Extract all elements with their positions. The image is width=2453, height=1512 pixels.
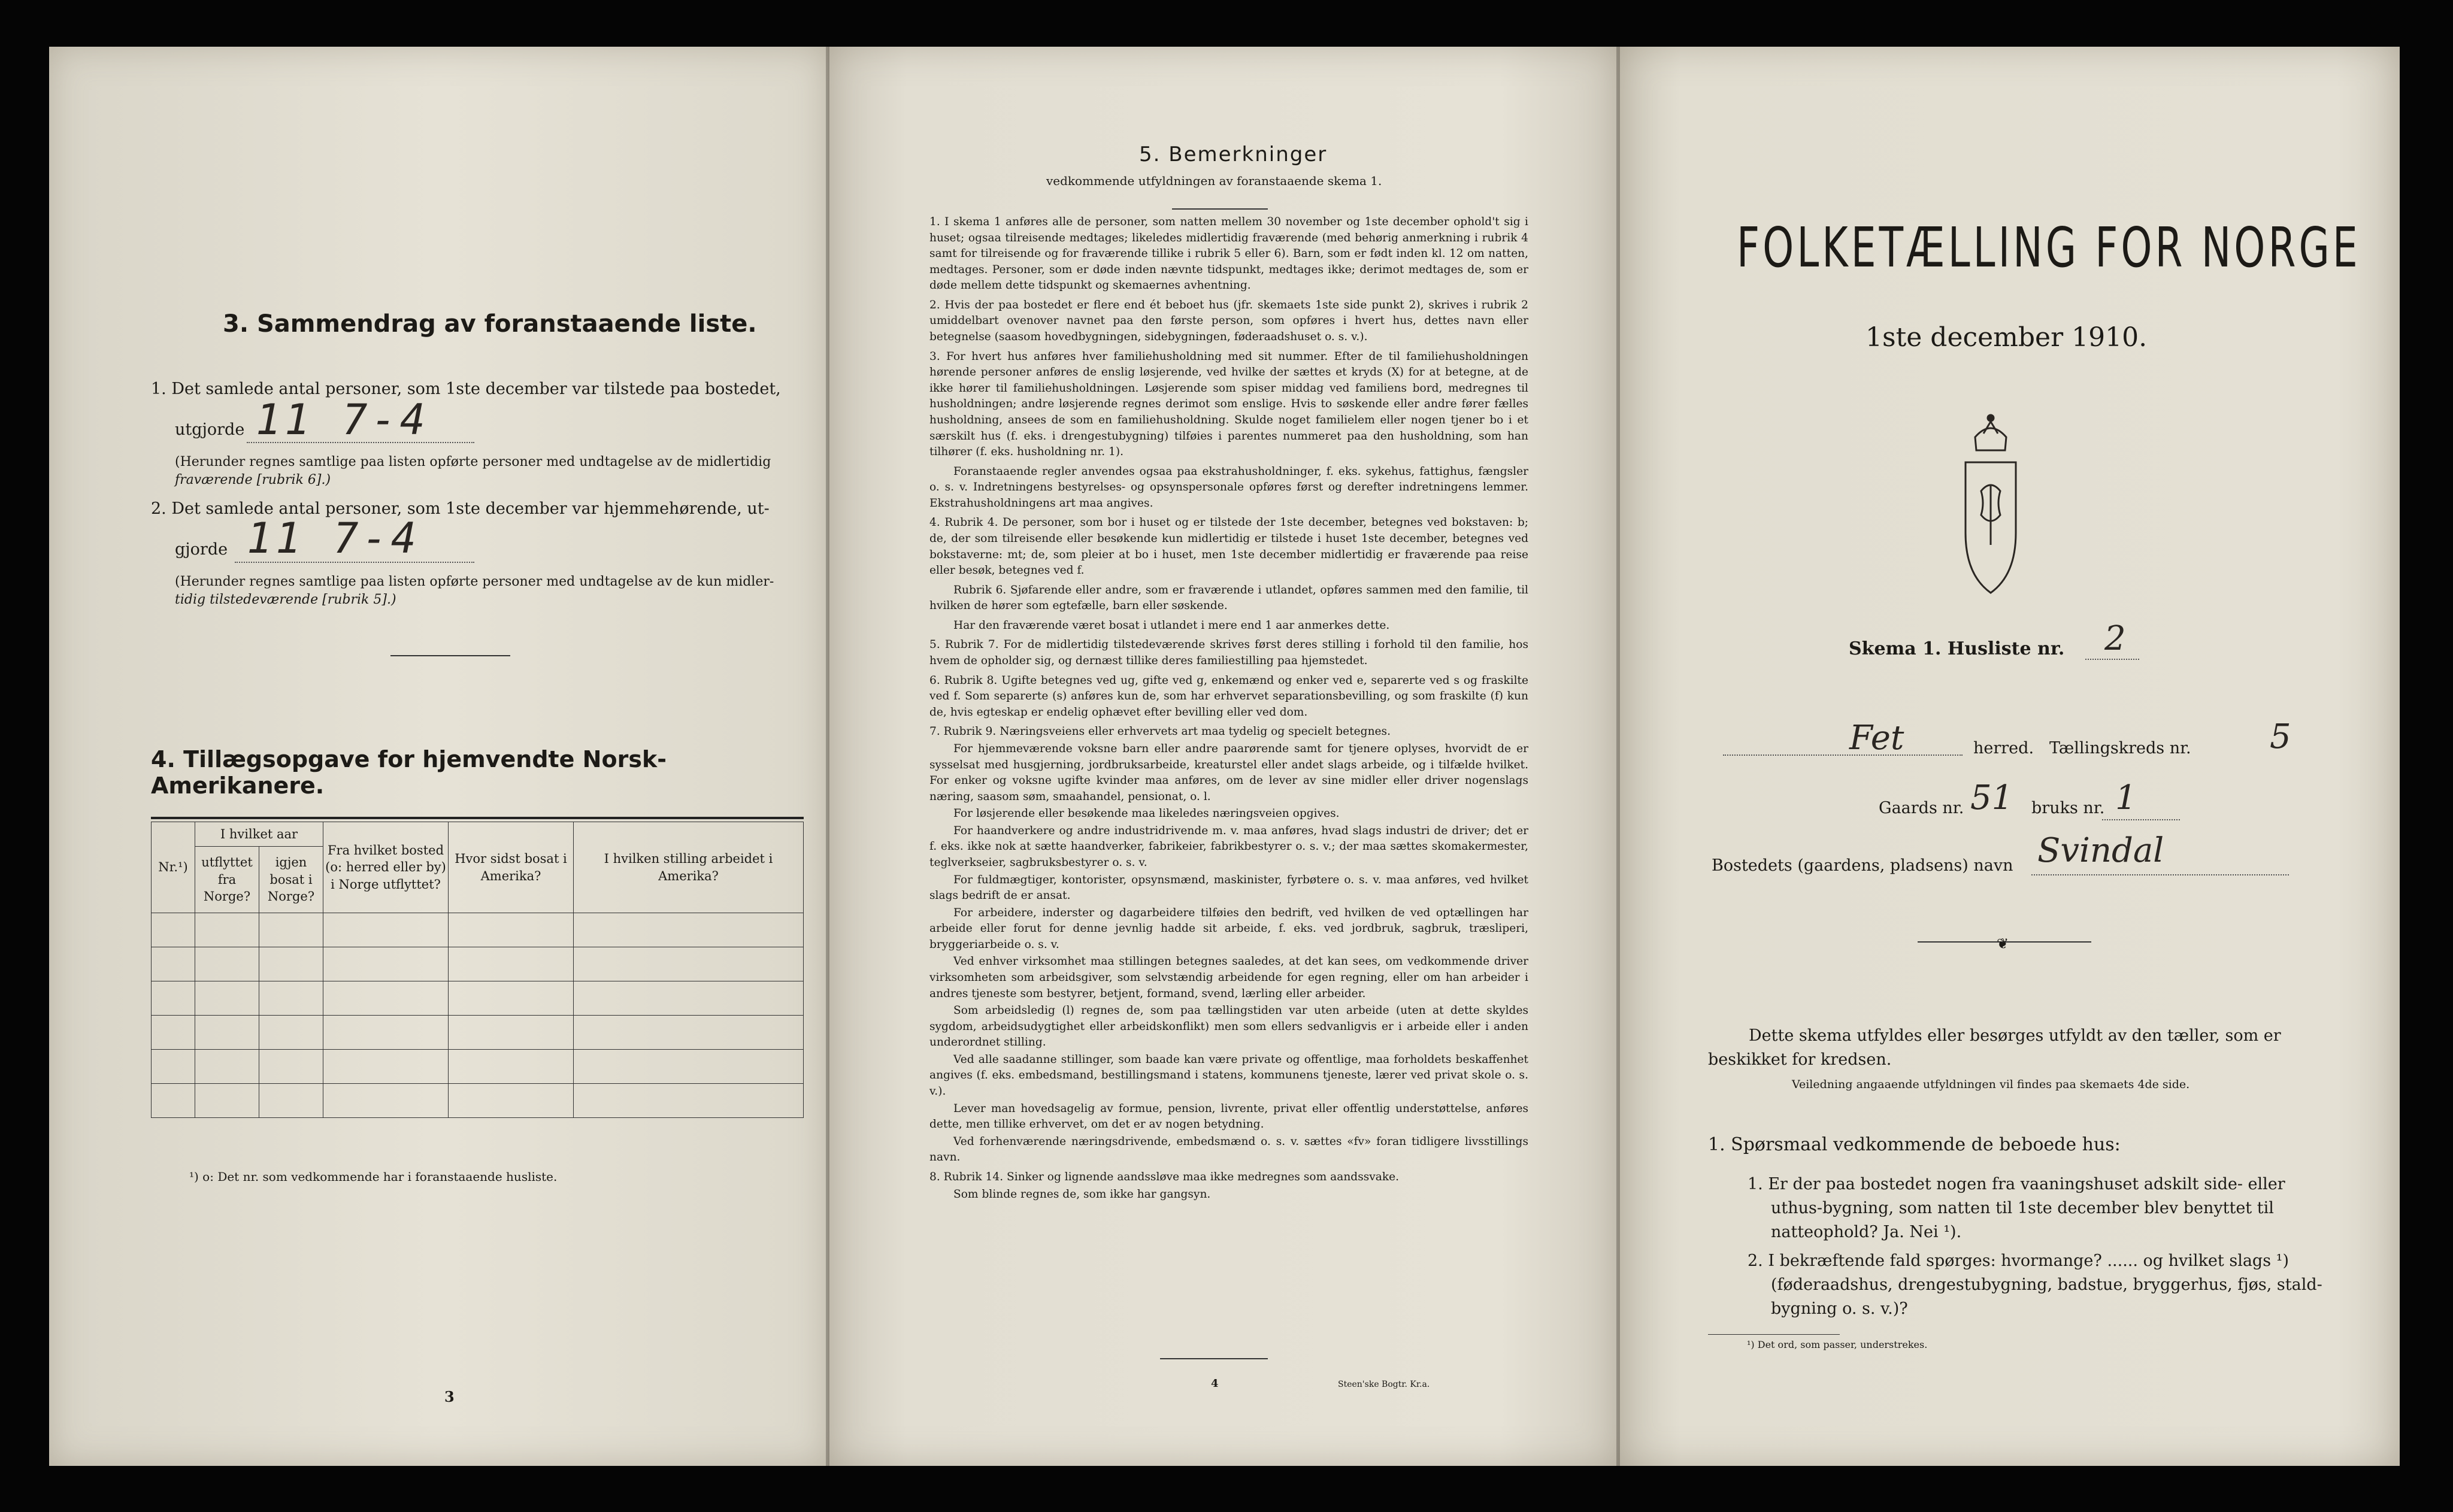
paragraph: Foranstaaende regler anvendes ogsaa paa ekstrahusholdninger, f. eks. sykehus, fattighus, fængsler o. s. v. Indretningens bestyrelses- og opsynspersonale opføres først og derefter indretningens lemmer. Ekstrahusholdningens art maa angives.: [929, 465, 1528, 510]
heading-rule: [1172, 208, 1268, 210]
paragraph: Ved enhver virksomhet maa stillingen betegnes saaledes, at det kan sees, om vedkommende driver virksomheten som arbeidsgiver, som selvstændig arbeidende for egen regning, eller om han arbeider i andres tjeneste som bestyrer, betjent, formand, svend, lærling eller arbeider.: [929, 955, 1528, 1000]
q1-line-1: 1. Er der paa bostedet nogen fra vaaningshuset adskilt side- eller: [1748, 1175, 2285, 1193]
paragraph: 5. Rubrik 7. For de midlertidig tilstedeværende skrives først deres stilling i forhold til den familie, hos hvem de opholder sig, og dernæst tillike deres familiestilling paa hjemstedet.: [929, 638, 1528, 668]
paragraph: Som blinde regnes de, som ikke har gangsyn.: [953, 1187, 1211, 1201]
item1-text: 1. Det samlede antal personer, som 1ste december var tilstede paa bostedet,: [151, 380, 781, 398]
page-1: [1618, 47, 2400, 1466]
bemerkninger-subheading: vedkommende utfyldningen av foranstaaende skema 1.: [1046, 174, 1382, 188]
paragraph: Lever man hovedsagelig av formue, pension, livrente, privat eller offentlig understøttelse, anføres dette, men tillike erhvervet, om det er av nogen betydning.: [929, 1102, 1528, 1131]
husliste-dotline: [2085, 659, 2139, 660]
paragraph: Rubrik 6. Sjøfarende eller andre, som er fraværende i utlandet, opføres sammen med den familie, til hvilken de hører som egtefælle, barn eller søskende.: [929, 583, 1528, 613]
herred-dotline: [1723, 755, 1963, 756]
col-group-aar: I hvilket aar: [195, 822, 323, 847]
fold-right: [1616, 47, 1620, 1466]
paragraph: For fuldmægtiger, kontorister, opsynsmænd, maskinister, fyrbøtere o. s. v. maa anføres, ved hvilket slags bedrift de er ansat.: [929, 873, 1528, 902]
paragraph: Ved alle saadanne stillinger, som baade kan være private og offentlige, maa forholdets beskaffenhet angives (f. eks. embedsmand, bestillingsmand i statens, kommunens tjeneste, lærer ved privat skole o. s. v.).: [929, 1053, 1528, 1098]
table-row: [152, 1050, 804, 1084]
summary-heading: 3. Sammendrag av foranstaaende liste.: [223, 310, 757, 338]
paragraph: 7. Rubrik 9. Næringsveiens eller erhvervets art maa tydelig og specielt betegnes.: [929, 725, 1391, 738]
paragraph: Har den fraværende været bosat i utlandet i mere end 1 aar anmerkes dette.: [953, 619, 1390, 632]
footer-rule: [1160, 1358, 1268, 1359]
q2-line-1: 2. I bekræftende fald spørges: hvormange? ...... og hvilket slags ¹): [1748, 1252, 2290, 1270]
col-nr: Nr.¹): [152, 822, 195, 913]
item1-prefix: utgjorde: [175, 420, 245, 439]
paragraph: For hjemmeværende voksne barn eller andre paarørende samt for tjenere oplyses, hvorvidt de er sysselsat med husgjerning, jordbruksarbeide, kreaturstel eller andet slags arbeide, og i tilfælde hvilket. For enker og voksne ugifte kvinder maa anføres, om de lever av sine midler eller driver nogenslags næring, saasom søm, smaahandel, pensionat, o. l.: [929, 742, 1528, 803]
col-igjen-bosat: igjen bosat i Norge?: [259, 847, 323, 913]
bruks-value: 1: [2115, 778, 2137, 817]
page-number-3: 3: [444, 1388, 455, 1405]
col-sidst-bosat: Hvor sidst bosat i Amerika?: [449, 822, 574, 913]
col-stilling: I hvilken stilling arbeidet i Amerika?: [574, 822, 804, 913]
bruks-label: bruks nr.: [2031, 799, 2105, 817]
item2-prefix: gjorde: [175, 540, 228, 559]
paragraph: Ved forhenværende næringsdrivende, embedsmænd o. s. v. sættes «fv» foran tidligere livsstillings navn.: [929, 1135, 1528, 1164]
herred-value: Fet: [1849, 719, 1904, 757]
col-utflyttet: utflyttet fra Norge?: [195, 847, 259, 913]
husliste-nr: 2: [2104, 619, 2126, 658]
questions-heading: 1. Spørsmaal vedkommende de beboede hus:: [1708, 1134, 2121, 1155]
gaards-label: Gaards nr.: [1879, 799, 1964, 817]
table-row: [152, 981, 804, 1016]
bosted-label: Bostedets (gaardens, pladsens) navn: [1712, 856, 2013, 875]
paragraph: 4. Rubrik 4. De personer, som bor i huset og er tilstede der 1ste december, betegnes ved bokstaven: b; de, der som tilreisende eller besøkende kun midlertidig er tilstede i huset 1ste december, betegnes ved bokstaverne: mt; de, som pleier at bo i huset, men 1ste december midlertidig er fraværende paa reise eller besøk, betegnes ved f.: [929, 516, 1528, 577]
bemerkninger-body: [929, 214, 1528, 1206]
page-3: [49, 47, 828, 1466]
item2-note-2: tidig tilstedeværende [rubrik 5].): [175, 592, 396, 607]
norsk-amerikanere-heading: 4. Tillægsopgave for hjemvendte Norsk-Amerikanere.: [151, 746, 667, 799]
paragraph: 2. Hvis der paa bostedet er flere end ét beboet hus (jfr. skemaets 1ste side punkt 2), skrives i rubrik 2 umiddelbart ovenover navnet paa den første person, som opføres i hvert hus, dettes navn eller betegnelse (saasom hovedbygningen, sidebygningen, føderaadshuset o. s. v.).: [929, 298, 1528, 344]
ornament-icon: ❦: [1997, 935, 2009, 952]
paragraph: 3. For hvert hus anføres hver familiehusholdning med sit nummer. Efter de til familiehusholdningen hørende personer anføres de enslig løsjerende, ved hvilke der sættes et kryds (X) for at betegne, at de ikke hører til familiehusholdningen. Løsjerende som spiser middag ved familiens bord, medregnes til husholdningen; andre løsjerende regnes derimot som enslige. Hvis to søskende eller andre fører fælles husholdning, ansees de som en familiehusholdning. Skulde noget familielem eller nogen tjener bo i et særskilt hus (f. eks. i drengestubygning) tilføies i parentes nummeret paa den husholdning, som han tilhører (f. eks. husholdning nr. 1).: [929, 350, 1528, 459]
printer-imprint: Steen'ske Bogtr. Kr.a.: [1338, 1380, 1430, 1389]
paragraph: For arbeidere, inderster og dagarbeidere tilføies den bedrift, ved hvilken de ved optællingen har arbeide eller forut for denne jevnlig hadde sit arbeide, f. eks. ved jordbruk, sagbruk, træsliperi, bryggeriarbeide o. s. v.: [929, 906, 1528, 951]
page-4: [828, 47, 1618, 1466]
intro-line-2: beskikket for kredsen.: [1708, 1050, 1892, 1069]
item2-dotline: [235, 562, 474, 563]
table-row: [152, 947, 804, 981]
q1-line-3: natteophold? Ja. Nei ¹).: [1771, 1223, 1962, 1241]
kreds-value: 5: [2270, 717, 2291, 756]
kreds-label: Tællingskreds nr.: [2049, 739, 2191, 757]
page1-footnote: ¹) Det ord, som passer, understrekes.: [1747, 1339, 1928, 1350]
paragraph: 6. Rubrik 8. Ugifte betegnes ved ug, gifte ved g, enkemænd og enker ved e, separerte ved s og fraskilte ved f. Som separerte (s) anføres kun de, som har erhvervet separationsbevilling, og som fraskilte (f) kun de, hvis egteskap er endelig ophævet efter bevilling eller ved dom.: [929, 674, 1528, 719]
herred-label: herred.: [1973, 739, 2034, 757]
paragraph: 1. I skema 1 anføres alle de personer, som natten mellem 30 november og 1ste december ophold't sig i huset; ogsaa tilreisende medtages; likeledes midlertidig fraværende (med behørig anmerkning i rubrik 4 samt for tilreisende og for fraværende tillike i rubrik 5 eller 6). Barn, som er født inden kl. 12 om natten, medtages. Personer, som er døde inden nævnte tidspunkt, medtages ikke; derimot medtages de, som er døde mellem dette tidspunkt og skemaernes avhentning.: [929, 216, 1528, 292]
norsk-amerikanere-table: [151, 822, 804, 1118]
item1-note-2: fraværende [rubrik 6].): [175, 472, 331, 487]
table-row: [152, 1084, 804, 1118]
q2-line-3: bygning o. s. v.)?: [1771, 1299, 1908, 1318]
paragraph: Som arbeidsledig (l) regnes de, som paa tællingstiden var uten arbeide (uten at dette skyldes sygdom, arbeidsudygtighet eller arbeidskonflikt) men som ellers sedvanligvis er i arbeide eller i anden underordnet stilling.: [929, 1004, 1528, 1049]
q1-line-2: uthus-bygning, som natten til 1ste december blev benyttet til: [1771, 1199, 2274, 1217]
item2-text: 2. Det samlede antal personer, som 1ste december var hjemmehørende, ut-: [151, 499, 770, 518]
gaards-value: 51: [1970, 778, 2013, 817]
col-fra-bosted: Fra hvilket bosted (o: herred eller by) i Norge utflyttet?: [323, 822, 449, 913]
item2-note-1: (Herunder regnes samtlige paa listen opførte personer med undtagelse av de kun midler-: [175, 574, 774, 589]
table-row: [152, 1016, 804, 1050]
item1-dotline: [247, 442, 474, 443]
intro-note: Veiledning angaaende utfyldningen vil findes paa skemaets 4de side.: [1792, 1078, 2190, 1091]
census-date: 1ste december 1910.: [1866, 322, 2148, 353]
table-row: [152, 913, 804, 947]
q2-line-2: (føderaadshus, drengestubygning, badstue, bryggerhus, fjøs, stald-: [1771, 1275, 2322, 1294]
coat-of-arms-icon: [1957, 395, 2024, 598]
bruks-dotline: [2102, 819, 2180, 820]
census-title: FOLKETÆLLING FOR NORGE: [1737, 216, 2361, 280]
paragraph: For løsjerende eller besøkende maa likeledes næringsveien opgives.: [953, 807, 1340, 820]
intro-line-1: Dette skema utfyldes eller besørges utfyldt av den tæller, som er: [1749, 1026, 2281, 1045]
paragraph: For haandverkere og andre industridrivende m. v. maa anføres, hvad slags industri de driver; det er f. eks. ikke nok at sætte haandverker, fabrikeier, fabrikbestyrer o. s. v.; der maa sættes skomakermester, teglverkseier, sagbruksbestyrer o. s. v.: [929, 824, 1528, 869]
table-top-rule: [151, 817, 804, 819]
table-footnote: ¹) o: Det nr. som vedkommende har i foranstaaende husliste.: [189, 1169, 558, 1184]
bemerkninger-heading: 5. Bemerkninger: [1139, 143, 1328, 166]
item1-note-1: (Herunder regnes samtlige paa listen opførte personer med undtagelse av de midlertidig: [175, 454, 771, 469]
item1-value: 11 7-4: [256, 395, 429, 444]
skema-label: Skema 1. Husliste nr.: [1849, 638, 2065, 659]
bosted-dotline: [2031, 874, 2289, 875]
footnote-rule: [1708, 1334, 1840, 1335]
paragraph: 8. Rubrik 14. Sinker og lignende aandssløve maa ikke medregnes som aandssvake.: [929, 1170, 1400, 1183]
item2-value: 11 7-4: [247, 514, 420, 563]
page-number-4: 4: [1211, 1377, 1219, 1390]
separator-rule: [390, 655, 510, 656]
fold-left: [826, 47, 829, 1466]
bosted-value: Svindal: [2037, 831, 2164, 870]
